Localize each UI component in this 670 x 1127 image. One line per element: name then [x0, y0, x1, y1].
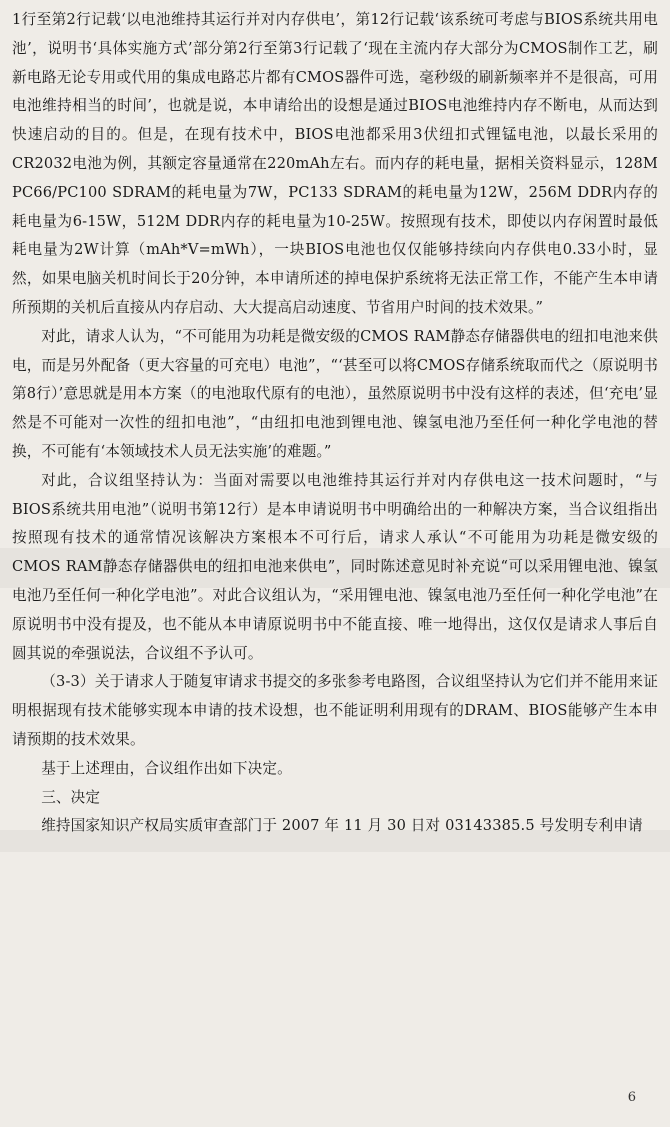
paragraph-decision-text: 维持国家知识产权局实质审查部门于 2007 年 11 月 30 日对 03143385.5 号发明专利申请: [41, 817, 643, 835]
paragraph-panel-response: 对此，合议组坚持认为：当面对需要以电池维持其运行并对内存供电这一技术问题时，“与BIOS系统共用电池”（说明书第12行）是本申请说明书中明确给出的一种解决方案，当合议组指出按照现有技术的通常情况该解决方案根本不可行后，请求人承认“不可能用为功耗是微安级的CMOS RAM静态存储器供电的纽扣电池来供电”，同时陈述意见时补充说“可以采用锂电池、镍氢电池乃至任何一种化学电池”。对此合议组认为，“采用锂电池、镍氢电池乃至任何一种化学电池”在原说明书中没有提及，也不能从本申请原说明书中不能直接、唯一地得出，这仅仅是请求人事后自圆其说的牵强说法，合议组不予认可。: [12, 471, 658, 662]
paragraph-basis-statement: 基于上述理由，合议组作出如下决定。: [41, 759, 292, 777]
paragraph-reference-circuits: （3-3）关于请求人于随复审请求书提交的多张参考电路图，合议组坚持认为它们并不能用来证明根据现有技术能够实现本申请的技术设想，也不能证明利用现有的DRAM、BIOS能够产生本申请预期的技术效果。: [12, 673, 658, 748]
section-heading-decision: 三、决定: [41, 788, 101, 806]
document-body: [12, 6, 658, 841]
page-number: 6: [627, 1090, 636, 1105]
paragraph-requester-argument: 对此，请求人认为，“不可能用为功耗是微安级的CMOS RAM静态存储器供电的纽扣电池来供电，而是另外配备（更大容量的可充电）电池”，“‘甚至可以将CMOS存储系统取而代之（原说明书第8行）’意思就是用本方案（的电池取代原有的电池），虽然原说明书中没有这样的表述，但‘充电’显然是不可能对一次性的纽扣电池”，“由纽扣电池到锂电池、镍氢电池乃至任何一种化学电池的替换，不可能有‘本领域技术人员无法实施’的难题。”: [12, 327, 658, 460]
paragraph-quoted-reasoning: 1行至第2行记载‘以电池维持其运行并对内存供电’，第12行记载‘该系统可考虑与BIOS系统共用电池’，说明书‘具体实施方式’部分第2行至第3行记载了‘现在主流内存大部分为CMOS制作工艺，刷新电路无论专用或代用的集成电路芯片都有CMOS器件可选，毫秒级的刷新频率并不是很高，可用电池维持相当的时间’，也就是说，本申请给出的设想是通过BIOS电池维持内存不断电，从而达到快速启动的目的。但是，在现有技术中，BIOS电池都采用3伏纽扣式锂锰电池，以最长采用的CR2032电池为例，其额定容量通常在220mAh左右。而内存的耗电量，据相关资料显示，128M PC66/PC100 SDRAM的耗电量为7W，PC133 SDRAM的耗电量为12W，256M DDR内存的耗电量为6-15W，512M DDR内存的耗电量为10-25W。按照现有技术，即使以内存闲置时最低耗电量为2W计算（mAh*V=mWh），一块BIOS电池也仅仅能够持续向内存供电0.33小时，显然，如果电脑关机时间长于20分钟，本申请所述的掉电保护系统将无法正常工作，不能产生本申请所预期的关机后直接从内存启动、大大提高启动速度、节省用户时间的技术效果。”: [12, 11, 658, 316]
